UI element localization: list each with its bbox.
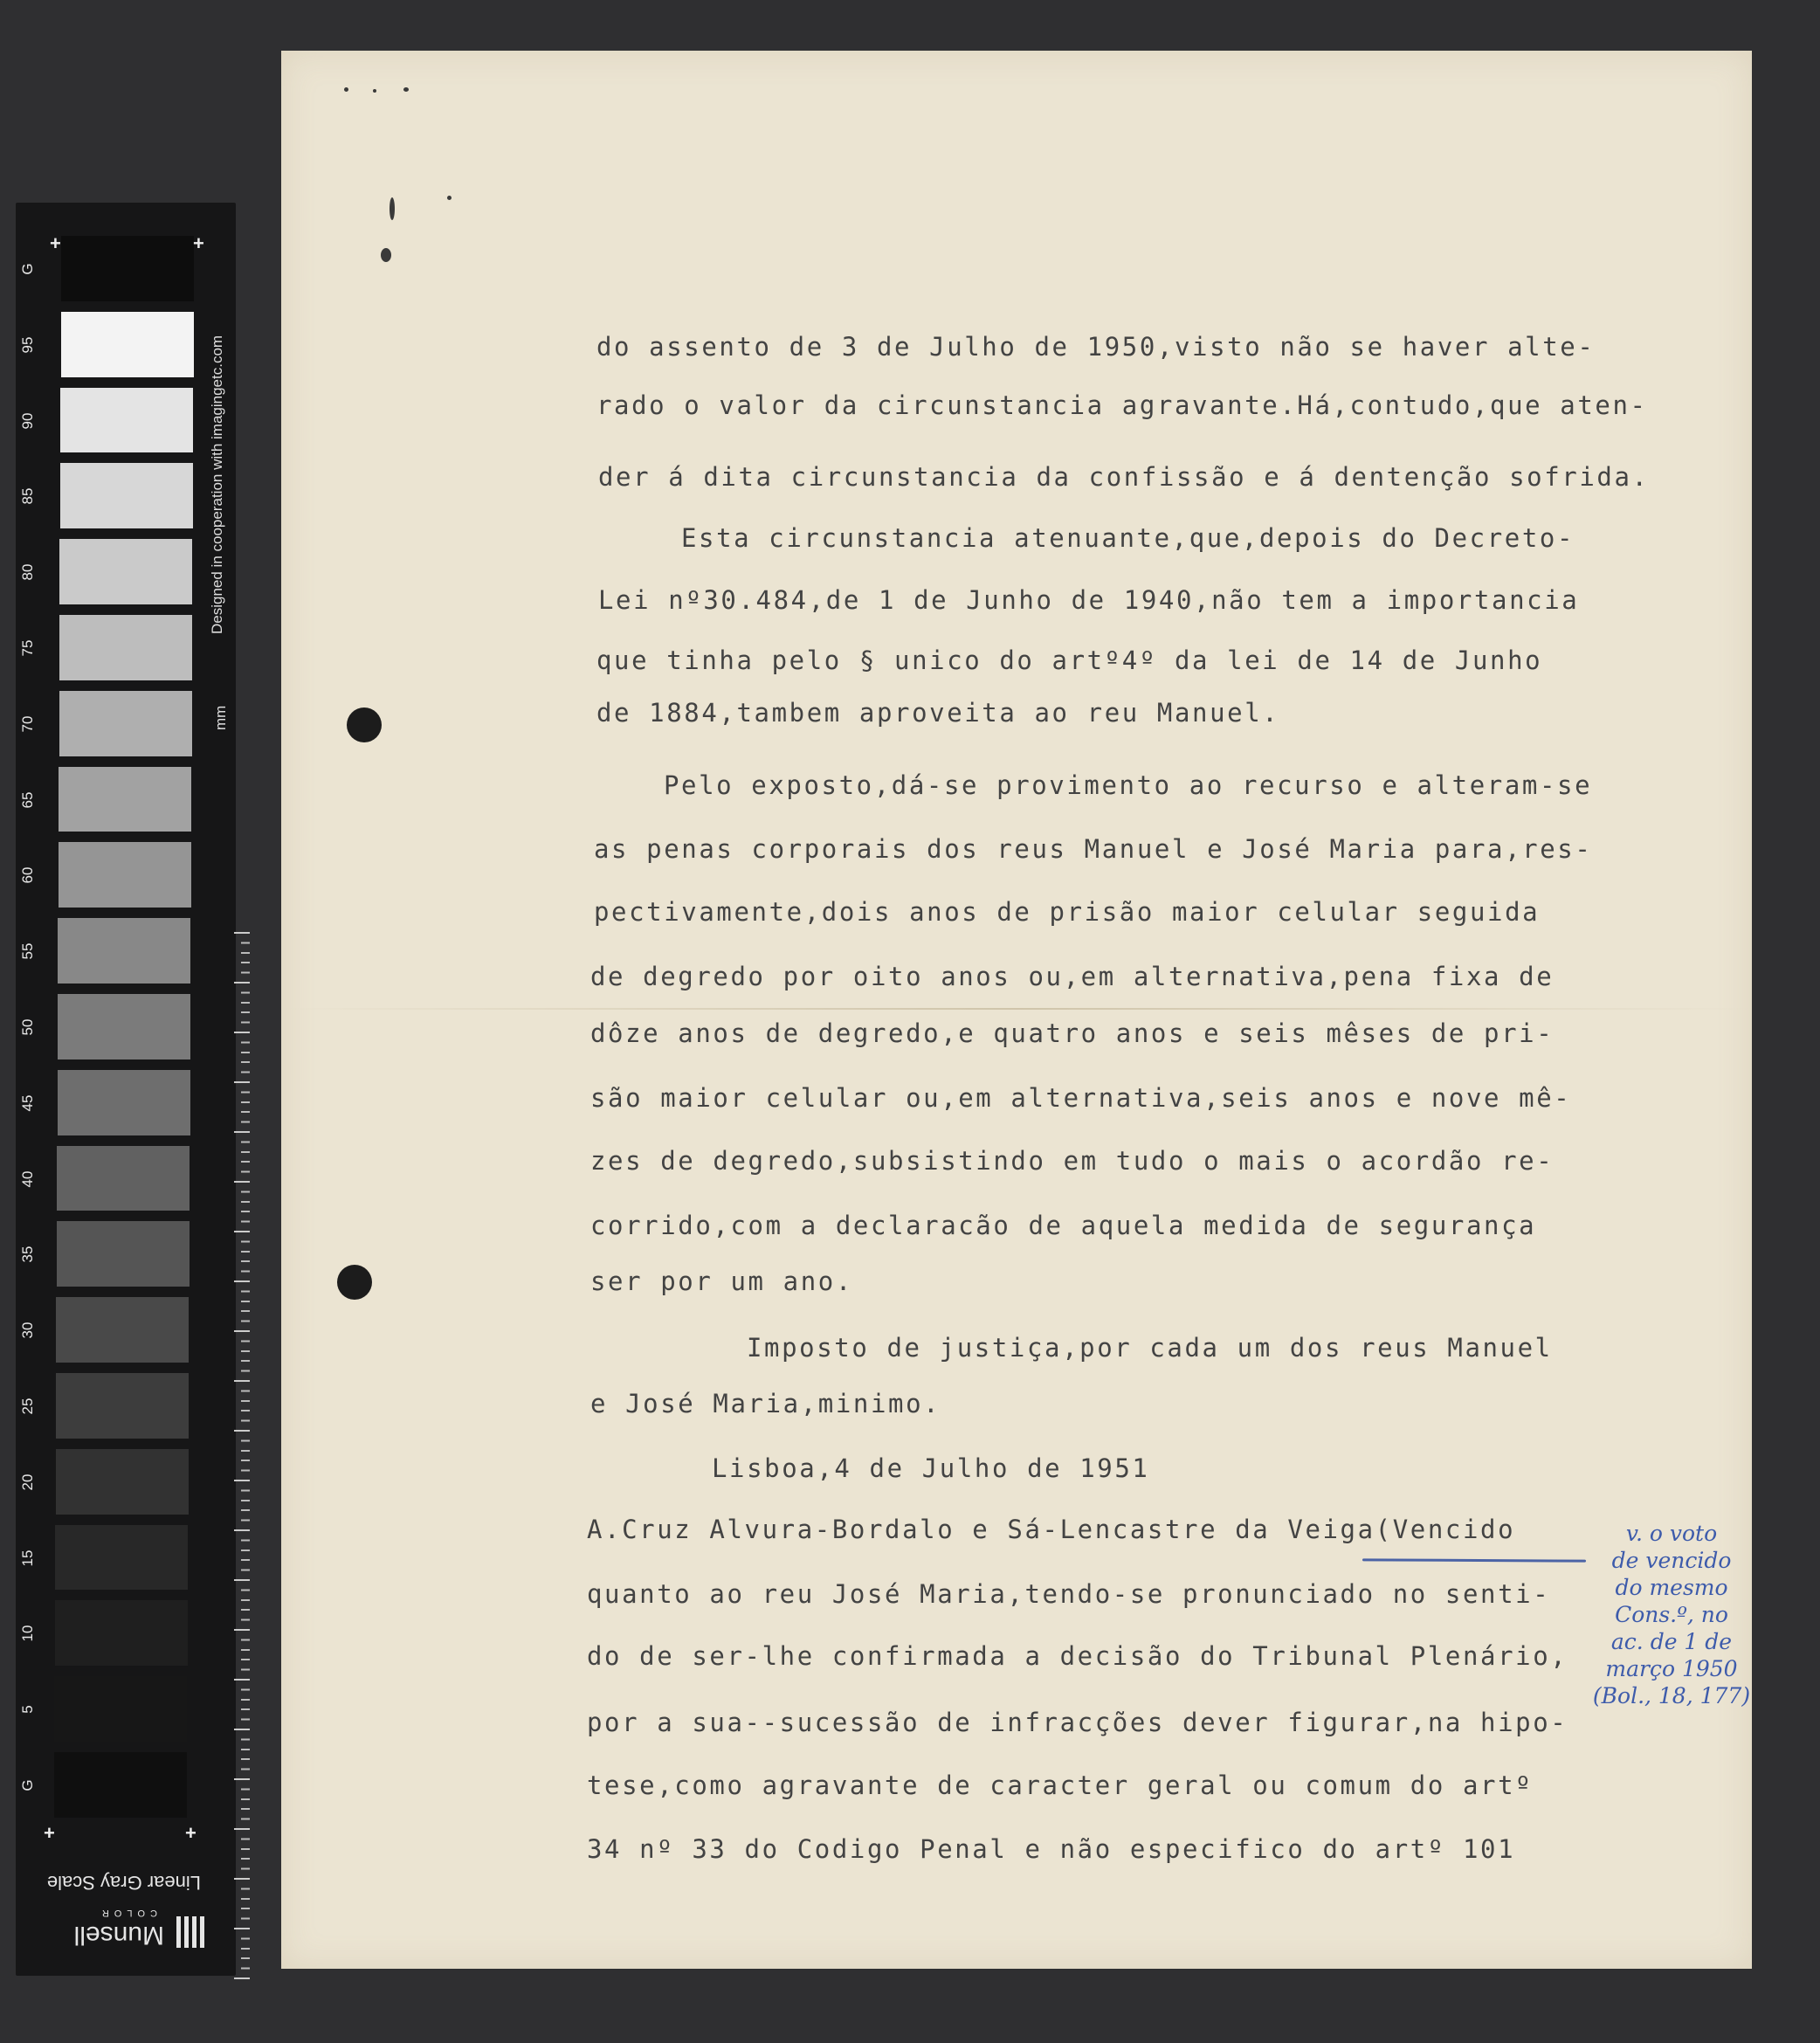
gray-scale-tick-label: G bbox=[19, 1779, 36, 1791]
gray-scale-tick-label: 95 bbox=[19, 336, 36, 354]
gray-swatch bbox=[57, 1146, 190, 1211]
note-line: do mesmo bbox=[1615, 1575, 1728, 1600]
gray-scale-tick-label: 60 bbox=[19, 866, 36, 884]
paper-speck bbox=[447, 196, 452, 200]
gray-swatch bbox=[54, 1676, 187, 1742]
text-line: por a sua--sucessão de infracções dever figurar,na hipo- bbox=[587, 1708, 1568, 1737]
note-line: março 1950 bbox=[1605, 1656, 1738, 1681]
punch-hole bbox=[347, 707, 382, 742]
gray-scale-tick-label: G bbox=[19, 263, 36, 275]
gray-swatch bbox=[61, 312, 194, 377]
paper-speck bbox=[390, 197, 395, 220]
gray-scale-tick-label: 25 bbox=[19, 1398, 36, 1415]
gray-swatch bbox=[58, 994, 190, 1059]
gray-scale-tick-label: 35 bbox=[19, 1246, 36, 1263]
gray-scale-tick-label: 85 bbox=[19, 487, 36, 505]
handwritten-margin-note bbox=[1588, 1520, 1755, 1709]
gray-swatch bbox=[57, 1221, 190, 1287]
gray-scale-tick-label: 70 bbox=[19, 715, 36, 733]
scale-label: Linear Gray Scale bbox=[46, 1872, 201, 1894]
text-line: de degredo por oito anos ou,em alternativa,pena fixa de bbox=[590, 962, 1555, 991]
text-line: do assento de 3 de Julho de 1950,visto não se haver alte- bbox=[596, 332, 1596, 362]
gray-scale-tick-label: 65 bbox=[19, 791, 36, 809]
text-line: do de ser-lhe confirmada a decisão do Tribunal Plenário, bbox=[587, 1641, 1568, 1671]
paper-speck bbox=[403, 87, 409, 92]
gray-swatch bbox=[55, 1600, 188, 1666]
ruler-unit-label: mm bbox=[212, 705, 229, 730]
brand-sub: COLOR bbox=[96, 1908, 157, 1918]
registration-mark: + bbox=[193, 232, 204, 254]
gray-swatch bbox=[56, 1373, 189, 1439]
text-line: Pelo exposto,dá-se provimento ao recurso e alteram-se bbox=[664, 770, 1593, 800]
registration-mark: + bbox=[185, 1822, 196, 1844]
gray-scale-tick-label: 75 bbox=[19, 639, 36, 657]
note-line: de vencido bbox=[1611, 1548, 1732, 1573]
date-line: Lisboa,4 de Julho de 1951 bbox=[712, 1453, 1150, 1483]
gray-swatch bbox=[55, 1525, 188, 1591]
gray-scale-tick-label: 30 bbox=[19, 1322, 36, 1339]
gray-scale-tick-label: 55 bbox=[19, 942, 36, 960]
registration-mark: + bbox=[50, 232, 61, 254]
gray-swatch bbox=[54, 1752, 187, 1818]
note-line: ac. de 1 de bbox=[1610, 1629, 1733, 1654]
text-line: Esta circunstancia atenuante,que,depois do Decreto- bbox=[681, 523, 1575, 553]
text-line: pectivamente,dois anos de prisão maior celular seguida bbox=[594, 897, 1541, 927]
gray-scale-tick-label: 40 bbox=[19, 1170, 36, 1188]
gray-scale-tick-label: 5 bbox=[19, 1705, 36, 1714]
registration-mark: + bbox=[44, 1822, 55, 1844]
text-line: A.Cruz Alvura-Bordalo e Sá-Lencastre da Veiga(Vencido bbox=[587, 1515, 1516, 1544]
munsell-logo-icon bbox=[173, 1916, 204, 1948]
gray-swatch bbox=[60, 388, 193, 453]
note-line: v. o voto bbox=[1625, 1521, 1718, 1546]
text-line: Imposto de justiça,por cada um dos reus Manuel bbox=[747, 1333, 1553, 1363]
paper-fold bbox=[281, 1008, 1752, 1010]
text-line: quanto ao reu José Maria,tendo-se pronunciado no senti- bbox=[587, 1579, 1551, 1609]
gray-scale-tick-label: 90 bbox=[19, 412, 36, 430]
note-line: (Bol., 18, 177) bbox=[1592, 1683, 1751, 1708]
paper-speck bbox=[381, 248, 391, 262]
card-footer bbox=[35, 1860, 210, 1957]
gray-swatch bbox=[58, 1070, 190, 1135]
gray-swatch bbox=[59, 615, 192, 680]
text-line: que tinha pelo § unico do artº4º da lei de 14 de Junho bbox=[596, 645, 1543, 675]
text-line: ser por um ano. bbox=[590, 1267, 853, 1296]
paper-speck bbox=[344, 87, 348, 92]
text-line: tese,como agravante de caracter geral ou comum do artº bbox=[587, 1770, 1534, 1800]
mm-ruler-major-ticks bbox=[231, 932, 250, 1984]
text-line: de 1884,tambem aproveita ao reu Manuel. bbox=[596, 698, 1280, 728]
text-line: 34 nº 33 do Codigo Penal e não especifico do artº 101 bbox=[587, 1834, 1516, 1864]
punch-hole bbox=[337, 1265, 372, 1300]
gray-scale-tick-label: 50 bbox=[19, 1018, 36, 1036]
text-line: der á dita circunstancia da confissão e á dentenção sofrida. bbox=[598, 462, 1650, 492]
gray-swatch bbox=[56, 1449, 189, 1515]
text-line: as penas corporais dos reus Manuel e José Maria para,res- bbox=[594, 834, 1593, 864]
gray-scale-tick-label: 80 bbox=[19, 563, 36, 581]
gray-swatch bbox=[56, 1297, 189, 1363]
text-line: e José Maria,minimo. bbox=[590, 1389, 941, 1418]
gray-swatch bbox=[59, 767, 191, 832]
text-line: são maior celular ou,em alternativa,seis anos e nove mê- bbox=[590, 1083, 1572, 1113]
card-side-text: Designed in cooperation with imagingetc.com bbox=[209, 335, 225, 634]
gray-swatch bbox=[58, 918, 190, 984]
text-line: rado o valor da circunstancia agravante.Há,contudo,que aten- bbox=[596, 390, 1648, 420]
gray-swatch bbox=[60, 463, 193, 528]
text-line: Lei nº30.484,de 1 de Junho de 1940,não tem a importancia bbox=[598, 585, 1580, 615]
gray-swatch bbox=[59, 691, 192, 756]
gray-scale-tick-label: 45 bbox=[19, 1094, 36, 1112]
gray-scale-tick-label: 15 bbox=[19, 1550, 36, 1567]
gray-scale-tick-label: 10 bbox=[19, 1625, 36, 1642]
gray-swatch bbox=[59, 842, 191, 908]
gray-swatch bbox=[59, 539, 192, 604]
text-line: zes de degredo,subsistindo em tudo o mais o acordão re- bbox=[590, 1146, 1555, 1176]
gray-scale-tick-label: 20 bbox=[19, 1474, 36, 1491]
note-line: Cons.º, no bbox=[1615, 1602, 1728, 1627]
text-line: corrido,com a declaracão de aquela medida de segurança bbox=[590, 1211, 1537, 1240]
gray-swatch bbox=[61, 236, 194, 301]
brand-name: Munsell bbox=[73, 1921, 164, 1950]
text-line: dôze anos de degredo,e quatro anos e seis mêses de pri- bbox=[590, 1018, 1555, 1048]
paper-speck bbox=[373, 89, 376, 93]
